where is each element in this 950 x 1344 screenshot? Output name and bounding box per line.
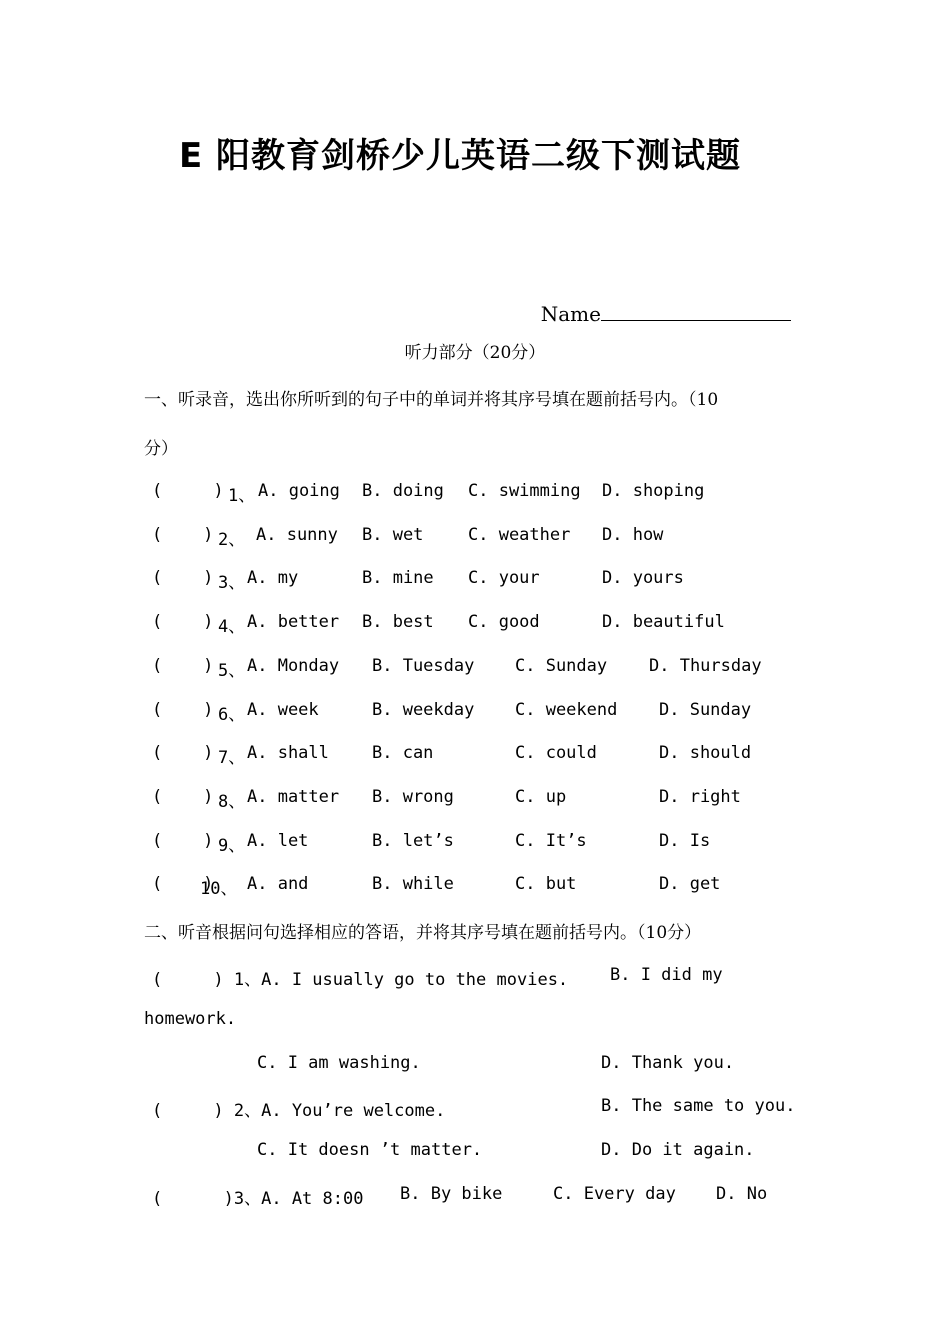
option-d: D. Thursday xyxy=(649,656,762,676)
part1-question-row xyxy=(0,831,950,855)
answer-paren[interactable]: ( ) xyxy=(152,743,214,763)
part2-q1-option-b: B. I did my xyxy=(610,965,723,985)
part2-q1-option-b-wrap: homework. xyxy=(144,1009,237,1029)
part2-q2: ( ) 2、A. You’re welcome. xyxy=(152,1101,446,1121)
answer-paren[interactable]: ( ) xyxy=(152,787,214,807)
option-a: A. and xyxy=(247,874,309,894)
part2-q3-option-b: B. By bike xyxy=(400,1184,503,1204)
option-d: D. shoping xyxy=(602,481,705,501)
option-b: B. doing xyxy=(362,481,444,501)
answer-paren[interactable]: ( ) xyxy=(152,525,214,545)
option-a: A. shall xyxy=(247,743,329,763)
option-d: D. yours xyxy=(602,568,684,588)
option-b: B. let’s xyxy=(372,831,454,851)
option-a: A. let xyxy=(247,831,309,851)
question-number: 3、 xyxy=(218,573,246,593)
option-a: A. week xyxy=(247,700,319,720)
option-b: B. can xyxy=(372,743,434,763)
option-d: D. get xyxy=(659,874,721,894)
option-b: B. weekday xyxy=(372,700,475,720)
option-a: A. my xyxy=(247,568,299,588)
answer-paren[interactable]: ( ) xyxy=(152,612,214,632)
part2-q3-option-c: C. Every day xyxy=(553,1184,676,1204)
option-c: C. weather xyxy=(468,525,571,545)
part1-question-row xyxy=(0,481,950,505)
option-a: A. Monday xyxy=(247,656,340,676)
part2-q1-option-d: D. Thank you. xyxy=(601,1053,735,1073)
name-label: Name xyxy=(540,302,601,326)
part2-q2-option-c: C. It doesn ’t matter. xyxy=(257,1140,483,1160)
question-number: 9、 xyxy=(218,836,246,856)
option-b: B. Tuesday xyxy=(372,656,475,676)
question-number: 5、 xyxy=(218,661,246,681)
part2-q3-option-d: D. No xyxy=(716,1184,768,1204)
part2-instruction: 二、听音根据问句选择相应的答语，并将其序号填在题前括号内。（10分） xyxy=(144,923,702,943)
answer-paren[interactable]: ( ) xyxy=(152,481,224,501)
name-blank-line[interactable] xyxy=(601,300,791,321)
part1-question-row xyxy=(0,612,950,636)
question-number: 8、 xyxy=(218,792,246,812)
option-b: B. wrong xyxy=(372,787,454,807)
option-c: C. swimming xyxy=(468,481,581,501)
part2-q2-option-b: B. The same to you. xyxy=(601,1096,796,1116)
part1-instruction-cont: 分） xyxy=(144,439,178,459)
option-d: D. how xyxy=(602,525,664,545)
option-a: A. going xyxy=(258,481,340,501)
option-a: A. better xyxy=(247,612,340,632)
name-field xyxy=(528,276,791,326)
option-c: C. your xyxy=(468,568,540,588)
option-c: C. good xyxy=(468,612,540,632)
part1-question-row xyxy=(0,743,950,767)
option-d: D. Sunday xyxy=(659,700,752,720)
answer-paren[interactable]: ( ) xyxy=(152,700,214,720)
option-d: D. beautiful xyxy=(602,612,725,632)
option-b: B. mine xyxy=(362,568,434,588)
option-c: C. could xyxy=(515,743,597,763)
part2-q2-option-d: D. Do it again. xyxy=(601,1140,755,1160)
option-d: D. should xyxy=(659,743,752,763)
option-c: C. weekend xyxy=(515,700,618,720)
listening-section-header: 听力部分（20分） xyxy=(404,343,546,363)
option-a: A. matter xyxy=(247,787,340,807)
option-b: B. best xyxy=(362,612,434,632)
part1-instruction: 一、听录音，选出你所听到的句子中的单词并将其序号填在题前括号内。（10 xyxy=(144,390,719,410)
part1-question-row xyxy=(0,874,950,898)
part1-question-row xyxy=(0,787,950,811)
part2-q1: ( ) 1、A. I usually go to the movies. xyxy=(152,970,569,990)
question-number: 7、 xyxy=(218,748,246,768)
option-c: C. Sunday xyxy=(515,656,608,676)
option-b: B. while xyxy=(372,874,454,894)
question-number: 10、 xyxy=(200,879,238,899)
answer-paren[interactable]: ( ) xyxy=(152,874,214,894)
answer-paren[interactable]: ( ) xyxy=(152,568,214,588)
option-c: C. up xyxy=(515,787,567,807)
part2-q3: ( )3、A. At 8:00 xyxy=(152,1189,364,1209)
part2-q1-option-c: C. I am washing. xyxy=(257,1053,421,1073)
question-number: 6、 xyxy=(218,705,246,725)
page-title: E 阳教育剑桥少儿英语二级下测试题 xyxy=(178,136,742,176)
option-d: D. Is xyxy=(659,831,711,851)
question-number: 1、 xyxy=(228,486,256,506)
option-c: C. but xyxy=(515,874,577,894)
part1-question-row xyxy=(0,525,950,549)
option-d: D. right xyxy=(659,787,741,807)
part1-question-row xyxy=(0,568,950,592)
answer-paren[interactable]: ( ) xyxy=(152,656,214,676)
option-b: B. wet xyxy=(362,525,424,545)
question-number: 4、 xyxy=(218,617,246,637)
option-c: C. It’s xyxy=(515,831,587,851)
part1-question-row xyxy=(0,656,950,680)
part1-question-row xyxy=(0,700,950,724)
answer-paren[interactable]: ( ) xyxy=(152,831,214,851)
question-number: 2、 xyxy=(218,530,246,550)
option-a: A. sunny xyxy=(256,525,338,545)
